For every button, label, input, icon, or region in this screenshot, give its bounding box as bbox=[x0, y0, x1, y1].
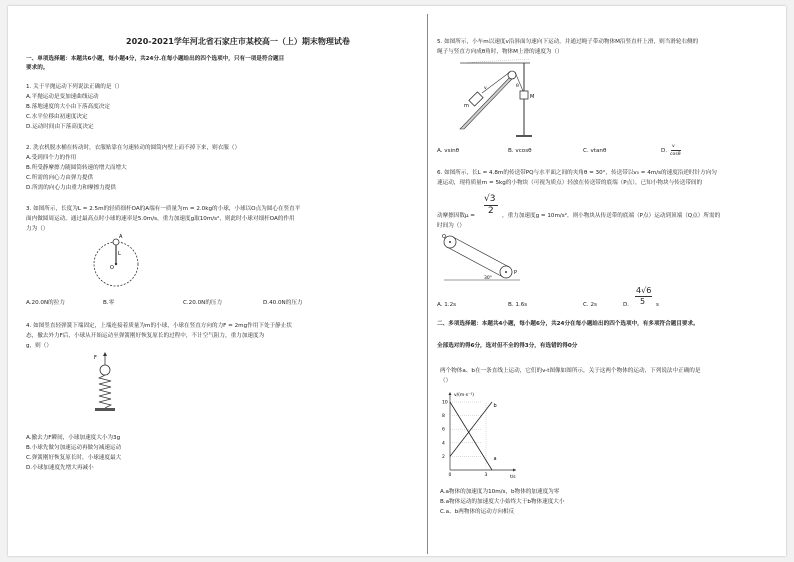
q4-spring-figure bbox=[93, 351, 123, 431]
x-tick-label: 3 bbox=[484, 473, 488, 478]
q7-option-a: A.a物体的加速度为10m/s，b物体的加速度为零 bbox=[440, 489, 560, 495]
q6-stem-line3-pre: 动摩擦因数μ = bbox=[437, 213, 475, 219]
series-label-a: a bbox=[493, 456, 497, 462]
q5-option-d-den: cosθ bbox=[670, 152, 681, 157]
q4-stem-line2: 态，撤去外力F后，小球从开始运动至弹簧刚好恢复原长的过程中，不计空气阻力，重力加速度为 bbox=[26, 333, 265, 339]
q6-belt-top bbox=[453, 237, 509, 267]
q5-stem-line1: 5. 如图所示，小车m以速度v沿斜面匀速向下运动，并通过绳子带动物体M沿竖直杆上滑，则当滑轮右侧的 bbox=[437, 39, 699, 45]
q6-option-a: A. 1.2s bbox=[437, 302, 457, 308]
q1-option-d: D.运动时间由下落高度决定 bbox=[26, 124, 94, 130]
q3-label-l: L bbox=[118, 251, 121, 257]
q1-stem: 1. 关于平抛运动下列说法正确的是（） bbox=[26, 84, 123, 90]
q4-label-f: F bbox=[94, 355, 97, 361]
q3-label-a: A bbox=[119, 234, 123, 240]
q6-option-b: B. 1.6s bbox=[508, 302, 528, 308]
column-divider bbox=[427, 14, 428, 554]
q3-option-d: D.40.0N的压力 bbox=[263, 300, 303, 306]
q6-option-d-prefix: D. bbox=[623, 302, 630, 308]
q6-belt-bottom bbox=[447, 247, 503, 277]
q1-option-a: A.平抛运动是变加速曲线运动 bbox=[26, 94, 99, 100]
q6-option-d-unit: s bbox=[656, 302, 659, 308]
q5-option-c: C. vtanθ bbox=[583, 148, 607, 154]
q3-option-c: C.20.0N的压力 bbox=[183, 300, 223, 306]
q5-label-mm: M bbox=[530, 94, 535, 100]
q2-option-c: C.所需的向心力由弹力提供 bbox=[26, 175, 94, 181]
q2-option-d: D.所需的向心力由重力和摩擦力提供 bbox=[26, 185, 116, 191]
q4-stem-line1: 4. 如图竖直轻弹簧下端固定，上端连接着质量为m的小球，小球在竖直方向的力F = 2mg作用下处于静止状 bbox=[26, 323, 292, 329]
q3-circle-figure bbox=[88, 234, 148, 294]
q5-option-d-num: v bbox=[672, 144, 675, 149]
q6-option-d-den: 5 bbox=[640, 297, 646, 306]
q3-stem-line3: 力为（） bbox=[26, 226, 49, 232]
q4-spring bbox=[99, 375, 111, 408]
q6-roller-q-axle bbox=[449, 241, 451, 243]
q5-ceiling-hatch bbox=[460, 59, 530, 63]
q7-stem-line2: （） bbox=[440, 378, 452, 384]
q5-option-b: B. vcosθ bbox=[508, 148, 532, 154]
y-tick-label: 8 bbox=[442, 414, 445, 420]
x-tick-label: 0 bbox=[448, 473, 452, 478]
q7-vt-chart bbox=[440, 390, 520, 478]
y-tick-label: 6 bbox=[442, 427, 445, 433]
y-tick-label: 4 bbox=[442, 441, 445, 447]
q6-stem-line1: 6. 如图所示，长L = 4.8m的传送带PQ与水平面之间的夹角θ = 30°，传送带以v₀ = 4m/s的速度沿逆时针方向匀 bbox=[437, 170, 717, 176]
q2-option-a: A.受到四个力的作用 bbox=[26, 155, 77, 161]
y-axis-label: v/(m·s⁻¹) bbox=[454, 393, 475, 398]
q5-label-m: m bbox=[464, 103, 469, 109]
q5-cart bbox=[469, 92, 483, 106]
q5-option-a: A. vsinθ bbox=[437, 148, 460, 154]
q5-label-theta: θ bbox=[516, 84, 519, 89]
q2-stem: 2. 洗衣机脱水桶在转动时，衣服贴靠在匀速转动的圆筒内壁上而不掉下来，则衣服（） bbox=[26, 145, 241, 151]
q4-stem-line3: g，则（） bbox=[26, 343, 52, 349]
q5-block-m bbox=[520, 91, 528, 99]
q3-stem-line2: 面内做圆周运动，通过最高点时小球的速率是5.0m/s，重力加速度g取10m/s²，则此时小球对细杆OA的作用 bbox=[26, 216, 295, 222]
section1-heading-cont: 要求的。 bbox=[26, 65, 49, 71]
q4-option-c: C.弹簧刚好恢复原长时，小球速度最大 bbox=[26, 455, 122, 461]
x-axis-arrow bbox=[513, 469, 516, 472]
q5-option-d-prefix: D. bbox=[661, 148, 668, 154]
q7-option-c: C.a、b两物体的运动方向相反 bbox=[440, 509, 515, 515]
q6-label-q: Q bbox=[442, 234, 446, 240]
q4-option-b: B.小球先做匀加速运动再做匀减速运动 bbox=[26, 445, 122, 451]
q6-stem-line3-post: ，重力加速度g = 10m/s²，则小物块从传送带的底端（P点）运动到顶端（Q点）所需的 bbox=[502, 213, 721, 219]
section1-heading: 一、单项选择题：本题共6小题，每小题4分，共24分.在每小题给出的四个选项中，只有一项是符合题目 bbox=[26, 56, 285, 62]
q6-stem-line4: 时间为（） bbox=[437, 223, 465, 229]
q7-option-b: B.a物体运动的加速度大小始终大于b物体速度大小 bbox=[440, 499, 565, 505]
q5-incline-figure bbox=[460, 59, 550, 139]
q5-stem-line2: 绳子与竖直方向成θ角时，物体M上滑的速度为（） bbox=[437, 49, 563, 55]
y-tick-label: 10 bbox=[442, 400, 448, 406]
q3-pivot bbox=[115, 263, 117, 265]
q6-roller-p-axle bbox=[505, 271, 507, 273]
section2-heading: 二、多项选择题：本题共4小题，每小题6分，共24分在每小题给出的四个选项中，有多项符合题目要求。 bbox=[437, 321, 699, 327]
q4-option-a: A.撤去力F瞬间，小球加速度大小为3g bbox=[26, 435, 121, 441]
exam-page bbox=[8, 6, 786, 556]
q4-base bbox=[95, 408, 115, 411]
q6-stem-line2: 速运动，现将质量m = 5kg的小物块（可视为质点）轻放在传送带的底端（P点），已知小物块与传送带间的 bbox=[437, 180, 703, 186]
q4-ball bbox=[100, 365, 110, 375]
series-line-a bbox=[450, 402, 492, 470]
y-tick-label: 2 bbox=[442, 454, 445, 460]
q2-option-b: B.所受静摩擦力随圆筒转速的增大而增大 bbox=[26, 165, 127, 171]
q3-option-a: A.20.0N的拉力 bbox=[26, 300, 65, 306]
q4-arrow-head bbox=[103, 352, 107, 356]
q6-label-angle: 30° bbox=[484, 276, 492, 281]
x-axis-label: t/s bbox=[510, 475, 516, 480]
q3-stem-line1: 3. 如图所示，长度为L = 2.5m的轻质细杆OA的A端有一质量为m = 2.0kg的小球，小球以O点为圆心在竖直平 bbox=[26, 206, 301, 212]
q1-option-c: C.水平位移由初速度决定 bbox=[26, 114, 88, 120]
q7-stem-line1: 两个物体a、b在一条直线上运动，它们的v-t图像如图所示，关于这两个物体的运动，下列说法中正确的是 bbox=[440, 368, 701, 374]
q4-option-d: D.小球加速度先增大再减小 bbox=[26, 465, 94, 471]
section2-heading-cont: 全部选对的得6分，选对但不全的得3分，有选错的得0分 bbox=[437, 343, 578, 349]
q6-conveyor-figure bbox=[440, 234, 530, 286]
q3-label-o: O bbox=[110, 265, 114, 271]
q6-mu-num: √3 bbox=[484, 194, 496, 204]
q3-option-b: B.零 bbox=[103, 300, 115, 306]
series-label-b: b bbox=[493, 403, 497, 409]
page-title: 2020-2021学年河北省石家庄市某校高一（上）期末物理试卷 bbox=[126, 37, 350, 46]
q5-label-v: v bbox=[484, 86, 487, 91]
q6-option-d-num: 4√6 bbox=[636, 286, 652, 295]
q6-option-c: C. 2s bbox=[583, 302, 597, 308]
q6-mu-den: 2 bbox=[488, 206, 494, 216]
q5-base bbox=[516, 135, 532, 137]
q1-option-b: B.落地速度的大小由下落高度决定 bbox=[26, 104, 110, 110]
y-axis-arrow bbox=[449, 392, 452, 395]
q6-label-p: P bbox=[514, 270, 518, 276]
